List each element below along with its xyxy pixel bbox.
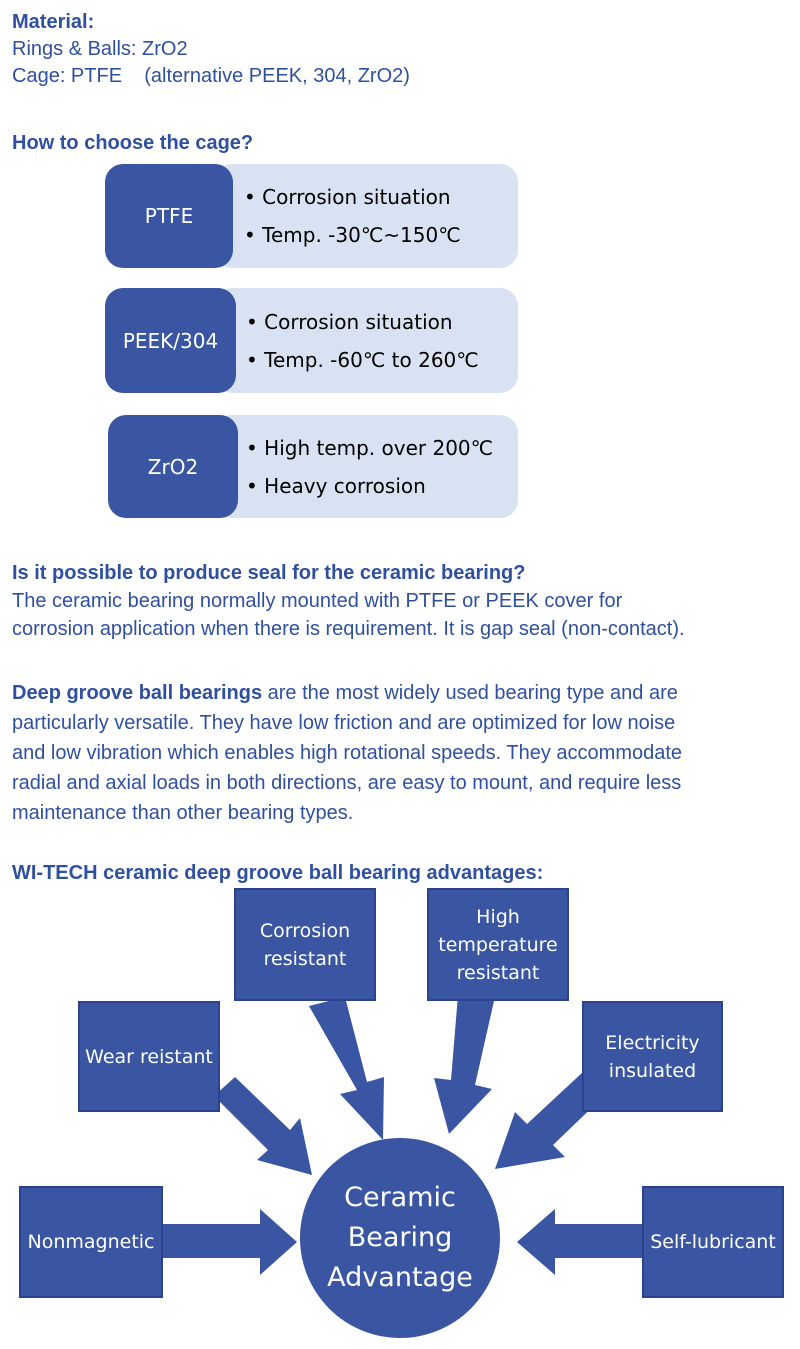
seal-question: Is it possible to produce seal for the ceramic bearing? [12,562,526,584]
advantage-line: Self-lubricant [650,1231,776,1253]
advantage-line: resistant [263,947,347,970]
cage-label-peek: PEEK/304 [105,288,236,393]
cage-label-zro2: ZrO2 [108,415,238,518]
cage-item: • Heavy corrosion [246,473,426,498]
cage-text: Cage: PTFE (alternative PEEK, 304, ZrO2) [12,65,410,87]
advantage-line: insulated [608,1059,697,1082]
arrow-nonmagnetic [163,1209,297,1275]
advantage-self-lubricant-box [642,1186,784,1298]
advantage-line: Electricity [605,1031,700,1054]
seal-answer-line1: The ceramic bearing normally mounted with PTFE or PEEK cover for [12,590,623,612]
arrow-corrosion [309,997,384,1140]
advantage-line: Corrosion [259,919,351,942]
cage-item: • Corrosion situation [244,185,451,209]
deep-groove-line4: radial and axial loads in both directions, are easy to mount, and require less [12,772,682,794]
seal-answer-line2: corrosion application when there is requirement. It is gap seal (non-contact). [12,618,685,640]
deep-groove-line5: maintenance than other bearing types. [12,802,354,824]
advantage-line: resistant [456,961,540,984]
advantage-high-temp-box [427,888,569,1001]
cage-item: • Corrosion situation [246,309,453,334]
advantage-wear-box [78,1001,220,1112]
deep-groove-bold: Deep groove ball bearings [12,682,263,704]
cage-item: • Temp. -30℃~150℃ [244,223,461,247]
advantage-line: Wear reistant [85,1045,213,1068]
cage-item: • High temp. over 200℃ [246,435,494,460]
deep-groove-line1-rest: are the most widely used bearing type and are [262,682,678,704]
deep-groove-line3: and low vibration which enables high rotational speeds. They accommodate [12,742,683,764]
advantage-corrosion-box [234,888,376,1001]
center-line: Advantage [327,1262,473,1293]
rings-balls-text: Rings & Balls: ZrO2 [12,38,188,60]
center-circle [300,1138,500,1338]
center-line: Ceramic [344,1182,456,1213]
advantage-line: Nonmagnetic [27,1231,155,1253]
cage-label-ptfe: PTFE [105,164,233,268]
cage-choice-heading: How to choose the cage? [12,132,254,154]
advantage-line: High [476,905,520,928]
cage-item: • Temp. -60℃ to 260℃ [246,347,479,372]
advantage-line: temperature [438,933,558,956]
center-line: Bearing [347,1222,453,1253]
advantage-nonmagnetic-box [19,1186,163,1298]
advantage-electricity-box [582,1001,723,1112]
material-heading: Material: [12,11,95,33]
arrow-wear [214,1077,312,1175]
advantages-heading: WI-TECH ceramic deep groove ball bearing advantages: [12,862,544,884]
arrow-self-lubricant [517,1209,644,1275]
arrow-high-temp [434,995,494,1134]
deep-groove-line2: particularly versatile. They have low friction and are optimized for low noise [12,712,676,734]
